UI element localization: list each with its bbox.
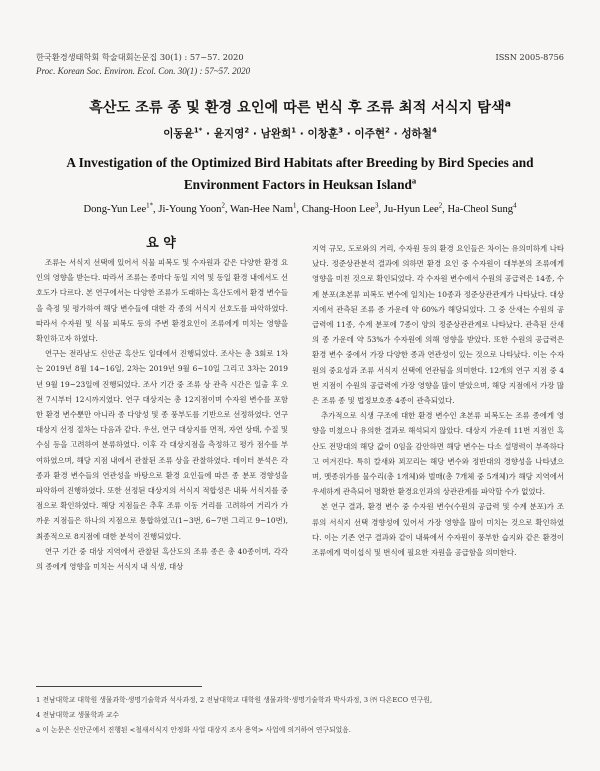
author-separator: · — [389, 128, 402, 140]
abstract-paragraph: 본 연구 결과, 환경 변수 중 수자원 변수(수원의 공급력 및 수계 분포)가 조류의 서식지 선택 경향성에 있어서 가장 영향을 많이 미치는 것으로 확인하였다. 이는 기존 연구 결과와 같이 내륙에서 수자원이 풍부한 습지와 같은 환경이 조류에게 먹이섭식 및 번식에 필요한 자원을 공급함을 의미한다. — [312, 502, 564, 558]
english-author-affiliation-mark: 3 — [374, 202, 379, 210]
korean-author-affiliation-mark: 2 — [244, 126, 250, 135]
issn: ISSN 2005-8756 — [495, 52, 564, 62]
english-author-affiliation-mark: 1* — [146, 202, 154, 210]
korean-author-affiliation-mark: 3 — [338, 126, 343, 135]
english-author-affiliation-mark: 2 — [221, 202, 225, 210]
title-korean-footnote-mark: a — [504, 98, 511, 110]
english-author-name: Ha-Cheol Sung — [447, 204, 514, 215]
authors-korean — [0, 126, 600, 141]
abstract-paragraph: 조류는 서식지 선택에 있어서 식물 피복도 및 수자원과 같은 다양한 환경 요인의 영향을 받는다. 따라서 조류는 종마다 동일 지역 및 동일 환경 내에서도 선호도가 다르다. 본 연구에서는 다양한 조류가 도래하는 흑산도에서 환경 변수들을 측정 및 평가하여 해당 변수들에 대한 각 종의 서식지 선호도를 파악하였다. 따라서 수자원 및 식물 피복도 등의 주변 환경요인이 조류에게 미치는 영향을 확인하고자 하였다. — [36, 258, 288, 344]
english-author-name: Wan-Hee Nam — [229, 204, 293, 215]
author-separator: , — [442, 204, 448, 215]
author-separator: · — [296, 128, 308, 140]
footnotes — [36, 693, 566, 738]
footnote-funding: a 이 논문은 신안군에서 진행된 <철새서식지 안정화 사업 대상지 조사 용역> 사업에 의거하여 연구되었음. — [36, 726, 351, 734]
author-separator: · — [202, 128, 214, 140]
author-separator: · — [343, 128, 355, 140]
english-author-affiliation-mark: 1 — [292, 202, 297, 210]
english-author-name: Ji-Young Yoon — [158, 204, 222, 215]
footnote-affiliation: 4 전남대학교 생물학과 교수 — [36, 711, 120, 719]
author-separator: · — [249, 128, 261, 140]
english-author-name: Dong-Yun Lee — [83, 204, 147, 215]
abstract-paragraph: 지역 규모, 도로와의 거리, 수자원 등의 환경 요인들은 차이는 유의미하게 나타났다. 정준상관분석 결과에 의하면 환경 요인 중 수자원이 대부분의 조류에게 영향을 미친 것으로 확인되었다. 각 수자원 변수에서 수원의 공급력은 14종, 수계 분포(초본류 피복도 변수에 일치)는 10종과 정준상관관계가 나타났다. 대상지에서 관측된 조류 종 가운데 약 60%가 해당되었다. 그 중 산새는 수원의 공급력에 11종, 수계 분포에 7종이 양의 정준상관관계로 나타났다. 관측된 산새의 종 가운데 약 53%가 수자원에 의해 영향을 받았다. 또한 수원의 공급력은 환경 변수 중에서 가장 다양한 종과 연관성이 있는 것으로 나타났다. 이는 수자원의 중요성과 조류 서식지 선택에 연관됨을 의미한다. 12개의 연구 지점 중 4번 지점이 수원의 공급력에 가장 영향을 많이 받았으며, 해당 지점에서 가장 많은 조류 종 및 법정보호종 4종이 관측되었다. — [312, 244, 564, 406]
korean-author-name: 이주현 — [354, 128, 386, 140]
english-author-name: Chang-Hoon Lee — [301, 204, 375, 215]
author-separator: , — [224, 204, 230, 215]
footnote-divider — [36, 686, 202, 687]
title-english-footnote-mark: a — [411, 175, 417, 186]
korean-author-affiliation-mark: 2 — [385, 126, 390, 135]
authors-english — [0, 204, 600, 215]
korean-author-name: 남완희 — [260, 128, 292, 140]
title-english — [30, 152, 570, 196]
english-author-affiliation-mark: 4 — [513, 202, 517, 210]
abstract-right-column — [312, 241, 564, 560]
english-author-name: Ju-Hyun Lee — [383, 204, 439, 215]
author-separator: , — [378, 204, 384, 215]
title-english-text: A Investigation of the Optimized Bird Habitats after Breeding by Bird Species and Environment Factors in Heuksan Island — [66, 155, 534, 192]
author-separator: , — [296, 204, 302, 215]
abstract-left-column — [36, 255, 288, 574]
footnote-affiliation: 1 전남대학교 대학원 생물과학·생명기술학과 석사과정, 2 전남대학교 대학원 생물과학·생명기술학과 박사과정, 3 ㈜ 다온ECO 연구원, — [36, 696, 433, 704]
title-korean — [0, 97, 600, 117]
korean-author-name: 이동윤 — [163, 128, 194, 140]
abstract-heading: 요 약 — [146, 236, 176, 251]
korean-author-name: 이창훈 — [307, 128, 339, 140]
korean-author-name: 윤지영 — [213, 128, 245, 140]
journal-header-en: Proc. Korean Soc. Environ. Ecol. Con. 30(1) : 57~57. 2020 — [36, 66, 251, 76]
author-separator: , — [153, 204, 159, 215]
english-author-affiliation-mark: 2 — [438, 202, 443, 210]
abstract-paragraph: 연구는 전라남도 신안군 흑산도 일대에서 진행되었다. 조사는 총 3회로 1차는 2019년 8월 14~16일, 2차는 2019년 9월 6~10일 그리고 3차는 2019년 9월 19~23일에 진행되었다. 조사 기간 중 조류 상 관측 시간은 일출 후 오전 7시부터 12시까지였다. 연구 대상지는 총 12지점이며 수자원 변수를 포함한 환경 변수뿐만 아니라 종 다양성 및 종 풍부도를 기반으로 선정하였다. 연구 대상지 선정 절차는 다음과 같다. 우선, 연구 대상지를 면적, 자연 상태, 수질 및 수심 등을 고려하여 분류하였다. 이후 각 대상지점을 측정하고 평가 점수를 부여하였으며, 해당 지점 내에서 관찰된 조류 상을 관찰하였다. 데이터 분석은 각 종과 환경 변수들의 연관성을 바탕으로 환경 요인들에 따른 종 분포 경향성을 파악하여 진행하였다. 또한 선정된 대상지의 서식지 적합성은 내륙 서식지를 중점으로 확인하였다. 해당 지점들은 추후 조류 이동 거리를 고려하여 거리가 가까운 지점들은 하나의 지점으로 통합하였고(1~3번, 6~7번 그리고 9~10번), 최종적으로 8지점에 대한 분석이 진행되었다. — [36, 349, 288, 541]
korean-author-affiliation-mark: 4 — [432, 126, 437, 135]
abstract-paragraph: 추가적으로 식생 구조에 대한 환경 변수인 초본류 피복도는 조류 종에게 영향을 미쳤으나 유의한 결과로 해석되지 않았다. 대상지 가운데 11번 지점인 흑산도 전망대의 해당 값이 0임을 감안하면 해당 변수는 다소 설명력이 부족하다고 여겨진다. 특히 칼새와 꾀꼬리는 해당 변수와 정반대의 경향성을 나타냈으며, 멧종위가름 물수리(총 1개체)와 벌매(총 7개체 중 5개체)가 해당 지역에서 우세하게 관측되어 명확한 환경요인과의 상관관계를 파악할 수가 없었다. — [312, 411, 564, 497]
korean-author-affiliation-mark: 1 — [291, 126, 297, 135]
title-korean-text: 흑산도 조류 종 및 환경 요인에 따른 번식 후 조류 최적 서식지 탐색 — [89, 100, 505, 116]
korean-author-name: 성하철 — [401, 128, 433, 140]
abstract-paragraph: 연구 기간 중 대상 지역에서 관찰된 흑산도의 조류 종은 총 40종이며, 각각의 종에게 영향을 미치는 서식지 내 식생, 대상 — [36, 546, 288, 572]
journal-header-ko: 한국환경생태학회 학술대회논문집 30(1) : 57~57. 2020 — [36, 52, 244, 62]
korean-author-affiliation-mark: 1* — [193, 126, 203, 135]
